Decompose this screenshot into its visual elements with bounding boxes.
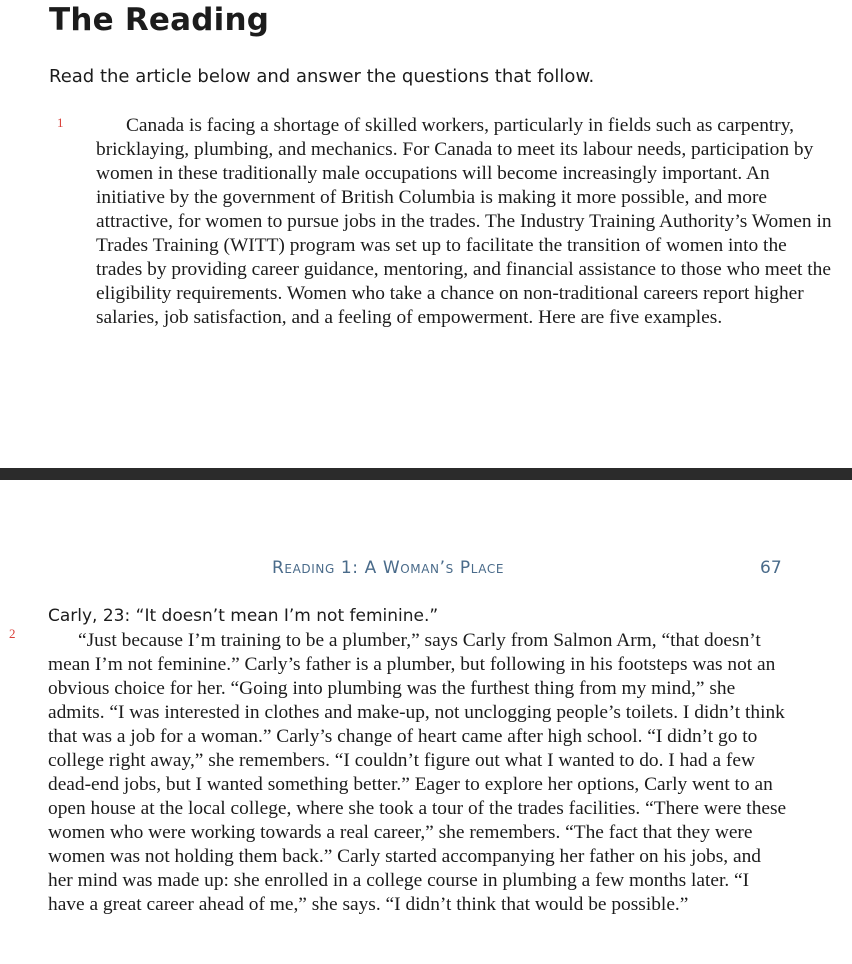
running-header: Reading 1: A Woman’s Place — [272, 558, 505, 578]
paragraph-2-subheading: Carly, 23: “It doesn’t mean I’m not feminine.” — [48, 606, 439, 626]
paragraph-number: 2 — [9, 626, 16, 641]
paragraph-1-text: Canada is facing a shortage of skilled workers, particularly in fields such as carpentry, bricklaying, plumbing, and mechanics. For Canada to meet its labour needs, participation by women in these traditionally male occupations will become increasingly important. An initiative by the government of British Columbia is making it more possible, and more attractive, for women to pursue jobs in the trades. The Industry Training Authority’s Women in Trades Training (WITT) program was set up to facilitate the transition of women into the trades by providing career guidance, mentoring, and financial assistance to those who meet the eligibility requirements. Women who take a chance on non-traditional careers report higher salaries, job satisfaction, and a feeling of empowerment. Here are five examples. — [96, 115, 832, 328]
page-divider — [0, 468, 852, 480]
paragraph-2-text: “Just because I’m training to be a plumber,” says Carly from Salmon Arm, “that doesn’t mean I’m not feminine.” Carly’s father is a plumber, but following in his footsteps was not an obvious choice for her. “Going into plumbing was the furthest thing from my mind,” she admits. “I was interested in clothes and make-up, not unclogging people’s toilets. I didn’t think that was a job for a woman.” Carly’s change of heart came after high school. “I didn’t go to college right away,” she remembers. “I couldn’t figure out what I wanted to do. I had a few dead-end jobs, but I wanted something better.” Eager to explore her options, Carly went to an open house at the local college, where she took a tour of the trades facilities. “There were these women who were working towards a real career,” she remembers. “The fact that they were women was not holding them back.” Carly started accompanying her father on his jobs, and her mind was made up: she enrolled in a college course in plumbing a few months later. “I have a great career ahead of me,” she says. “I didn’t think that would be possible.” — [48, 630, 787, 915]
page-number: 67 — [760, 558, 782, 578]
section-title: The Reading — [49, 2, 270, 38]
instructions: Read the article below and answer the questions that follow. — [49, 66, 595, 87]
paragraph-number: 1 — [57, 115, 64, 130]
